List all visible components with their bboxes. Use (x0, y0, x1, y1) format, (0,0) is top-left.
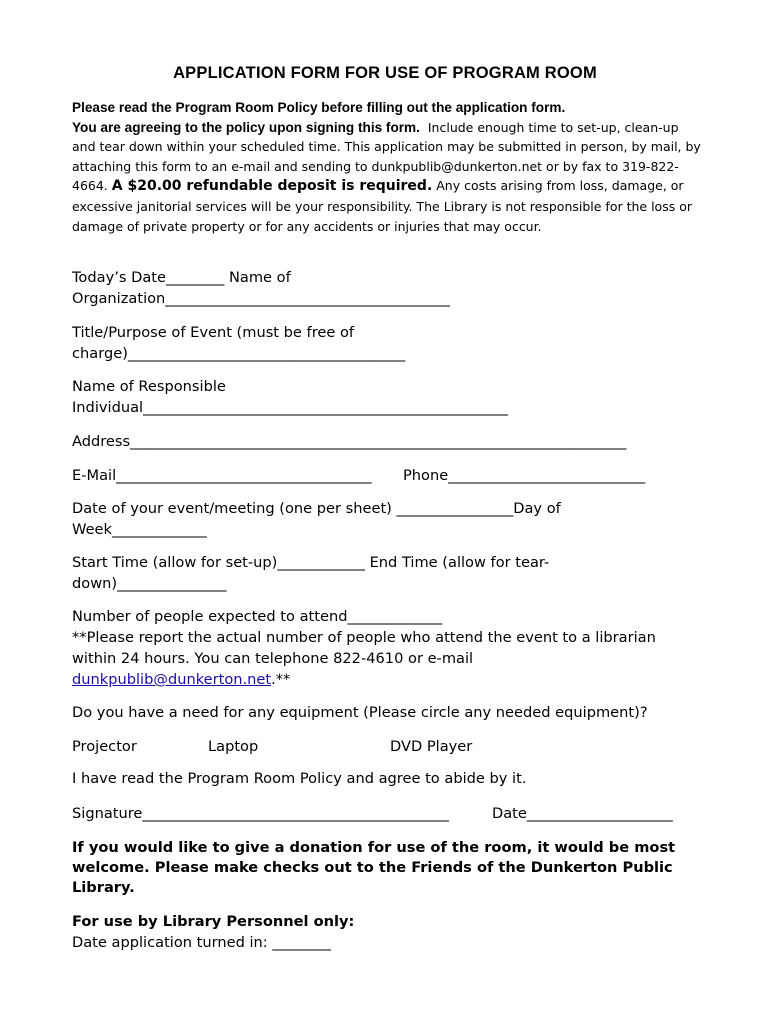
equipment-dvd-player[interactable]: DVD Player (390, 738, 473, 755)
report-note-line2: within 24 hours. You can telephone 822-4610 or e-mail (72, 650, 474, 667)
date-turned-in-field[interactable]: Date application turned in: ________ (72, 934, 331, 951)
equipment-projector[interactable]: Projector (72, 738, 137, 755)
signature-field[interactable]: Signature__________________________________________ (72, 805, 449, 822)
intro-text-2: Any costs arising from loss, damage, or excessive janitorial services will be your responsibility. The Library is not responsible for the loss or damage of private property or for any accidents or injuries that may occur. (72, 178, 692, 234)
organization-field[interactable]: Organization_______________________________________ (72, 290, 450, 307)
donation-line2: welcome. Please make checks out to the Friends of the Dunkerton Public (72, 859, 673, 876)
responsible-label: Name of Responsible (72, 378, 226, 395)
event-title-field[interactable]: charge)______________________________________ (72, 345, 406, 362)
signature-date-field[interactable]: Date____________________ (492, 805, 673, 822)
report-note-line1: **Please report the actual number of people who attend the event to a librarian (72, 629, 656, 646)
email-field[interactable]: E-Mail___________________________________ (72, 467, 372, 484)
page-title: APPLICATION FORM FOR USE OF PROGRAM ROOM (173, 64, 597, 82)
todays-date-field[interactable]: Today’s Date________ Name of (72, 269, 291, 286)
event-date-field[interactable]: Date of your event/meeting (one per sheet) ________________Day of (72, 500, 561, 517)
equipment-question: Do you have a need for any equipment (Please circle any needed equipment)? (72, 704, 648, 721)
intro-paragraph (72, 98, 702, 236)
personnel-heading: For use by Library Personnel only: (72, 913, 355, 930)
report-note-line3: dunkpublib@dunkerton.net.** (72, 671, 291, 688)
end-time-label: End Time (allow for tear- (369, 554, 550, 571)
address-field[interactable]: Address____________________________________________________________________ (72, 433, 627, 450)
day-of-label: Day of (513, 500, 561, 517)
intro-text-1: Include enough time to set-up, clean-up and tear down within your scheduled time. This application may be submitted in person, by mail, by attaching this form to an e-mail and sending to dunkpublib@dunkerton.net or by fax to 319-822-4664. (72, 119, 701, 194)
attendance-field[interactable]: Number of people expected to attend_____________ (72, 608, 443, 625)
donation-line3: Library. (72, 879, 135, 896)
deposit-notice: A $20.00 refundable deposit is required. (111, 178, 433, 195)
org-name-label: Name of (228, 269, 291, 286)
agreement-statement: I have read the Program Room Policy and agree to abide by it. (72, 770, 527, 787)
day-of-week-field[interactable]: Week_____________ (72, 521, 207, 538)
responsible-field[interactable]: Individual__________________________________________________ (72, 399, 508, 416)
policy-notice-line1: Please read the Program Room Policy before filling out the application form. (72, 100, 566, 115)
donation-line1: If you would like to give a donation for use of the room, it would be most (72, 839, 676, 856)
email-link[interactable]: dunkpublib@dunkerton.net (72, 671, 272, 688)
policy-notice-line2: You are agreeing to the policy upon signing this form. (72, 119, 420, 135)
phone-field[interactable]: Phone___________________________ (403, 467, 646, 484)
equipment-laptop[interactable]: Laptop (208, 738, 259, 755)
event-title-label: Title/Purpose of Event (must be free of (72, 324, 355, 341)
start-time-field[interactable]: Start Time (allow for set-up)____________ End Time (allow for tear- (72, 554, 550, 571)
end-time-field[interactable]: down)_______________ (72, 575, 227, 592)
